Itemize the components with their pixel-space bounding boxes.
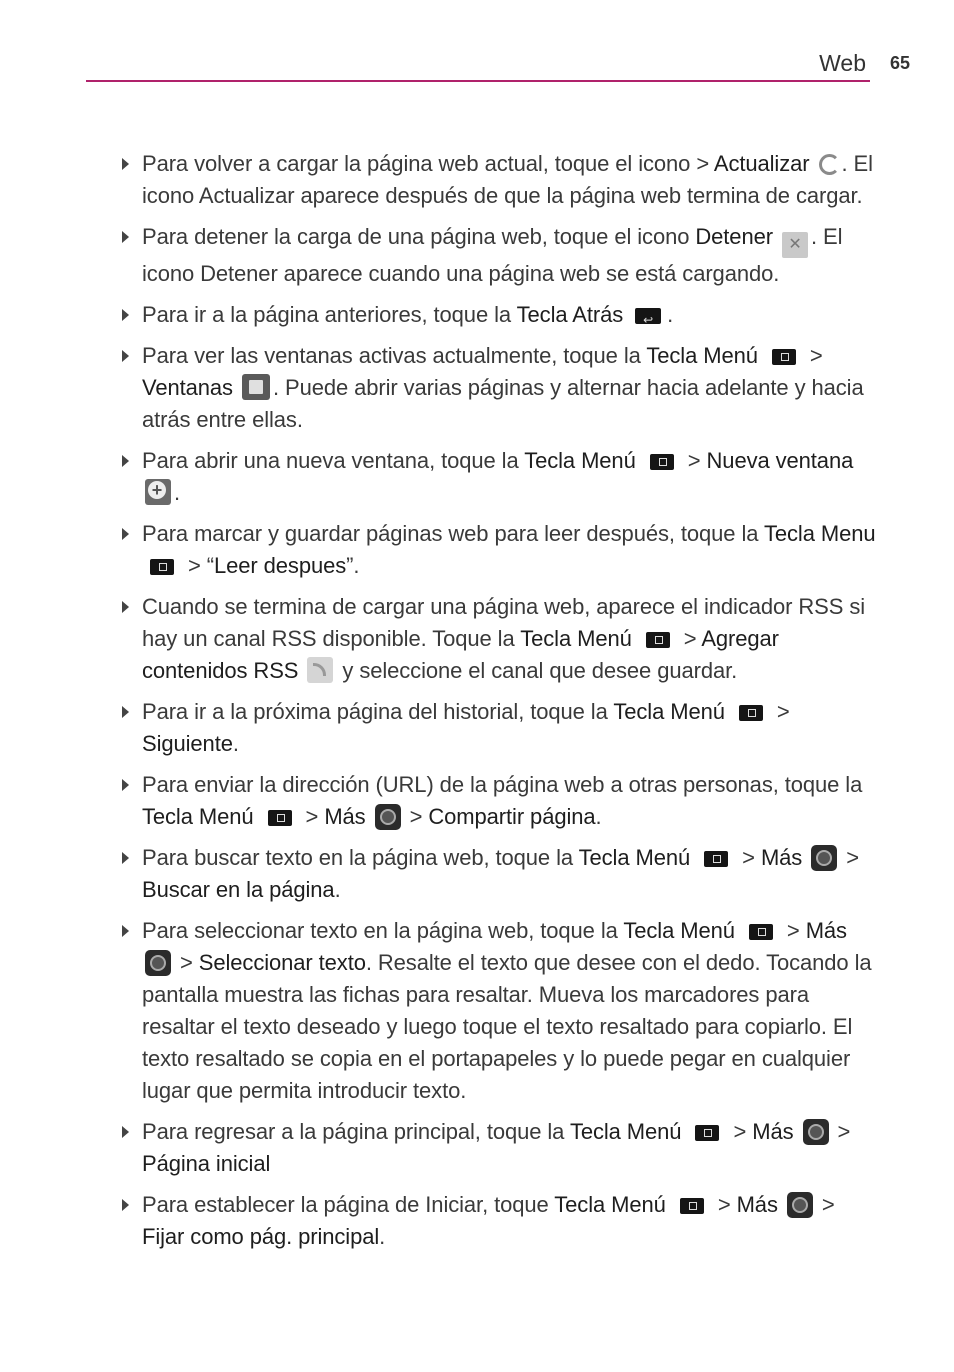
list-item: Para ir a la próxima página del historial, toque la Tecla Menú > Siguiente. — [120, 696, 880, 760]
instruction-list — [120, 148, 880, 1262]
bullet-arrow-icon — [122, 455, 129, 467]
menu-key-icon — [268, 810, 292, 826]
bullet-arrow-icon — [122, 350, 129, 362]
menu-key-icon — [749, 924, 773, 940]
list-item: Para seleccionar texto en la página web, toque la Tecla Menú > Más > Seleccionar texto. Resalte el texto que desee con el dedo. Tocando la pantalla muestra las fichas para resaltar. Mueva los marcadores para resaltar el texto deseado y luego toque el texto resaltado para copiarlo. El texto resaltado se copia en el portapapeles y lo puede pegar en cualquier lugar que permita introducir texto. — [120, 915, 880, 1107]
back-key-icon — [635, 308, 661, 324]
more-icon — [145, 950, 171, 976]
refresh-icon — [816, 151, 840, 175]
list-item: Para regresar a la página principal, toque la Tecla Menú > Más > Página inicial — [120, 1116, 880, 1180]
list-item: Para enviar la dirección (URL) de la página web a otras personas, toque la Tecla Menú > Más > Compartir página. — [120, 769, 880, 833]
menu-key-icon — [704, 851, 728, 867]
menu-key-icon — [150, 559, 174, 575]
bullet-arrow-icon — [122, 231, 129, 243]
menu-key-icon — [646, 632, 670, 648]
list-item: Para ver las ventanas activas actualmente, toque la Tecla Menú > Ventanas . Puede abrir varias páginas y alternar hacia adelante y hacia atrás entre ellas. — [120, 340, 880, 436]
list-item: Para ir a la página anteriores, toque la Tecla Atrás ↩ . — [120, 299, 880, 331]
bullet-arrow-icon — [122, 158, 129, 170]
bullet-arrow-icon — [122, 309, 129, 321]
header-rule — [86, 80, 870, 82]
list-item: Para abrir una nueva ventana, toque la Tecla Menú > Nueva ventana +. — [120, 445, 880, 509]
menu-key-icon — [650, 454, 674, 470]
windows-icon — [242, 374, 270, 400]
list-item: Para marcar y guardar páginas web para leer después, toque la Tecla Menu > “Leer despues”. — [120, 518, 880, 582]
more-icon — [811, 845, 837, 871]
more-icon — [803, 1119, 829, 1145]
bullet-arrow-icon — [122, 1199, 129, 1211]
bullet-arrow-icon — [122, 601, 129, 613]
bullet-arrow-icon — [122, 528, 129, 540]
list-item: Para detener la carga de una página web, toque el icono Detener ✕ . El icono Detener aparece cuando una página web se está cargando. — [120, 221, 880, 290]
list-item: Para buscar texto en la página web, toque la Tecla Menú > Más > Buscar en la página. — [120, 842, 880, 906]
list-item: Cuando se termina de cargar una página web, aparece el indicador RSS si hay un canal RSS disponible. Toque la Tecla Menú > Agregar contenidos RSS y seleccione el canal que desee guardar. — [120, 591, 880, 687]
bullet-arrow-icon — [122, 925, 129, 937]
list-item: Para establecer la página de Iniciar, toque Tecla Menú > Más > Fijar como pág. principal. — [120, 1189, 880, 1253]
menu-key-icon — [680, 1198, 704, 1214]
menu-key-icon — [772, 349, 796, 365]
stop-icon: ✕ — [782, 232, 808, 258]
new-window-icon — [145, 479, 171, 505]
rss-icon — [307, 657, 333, 683]
more-icon — [787, 1192, 813, 1218]
bullet-arrow-icon — [122, 779, 129, 791]
bullet-arrow-icon — [122, 1126, 129, 1138]
section-title: Web — [819, 50, 866, 76]
page-number: 65 — [890, 53, 911, 73]
menu-key-icon — [695, 1125, 719, 1141]
more-icon — [375, 804, 401, 830]
menu-key-icon — [739, 705, 763, 721]
bullet-arrow-icon — [122, 852, 129, 864]
bullet-arrow-icon — [122, 706, 129, 718]
list-item: Para volver a cargar la página web actual, toque el icono > Actualizar . El icono Actualizar aparece después de que la página web termina de cargar. — [120, 148, 880, 212]
